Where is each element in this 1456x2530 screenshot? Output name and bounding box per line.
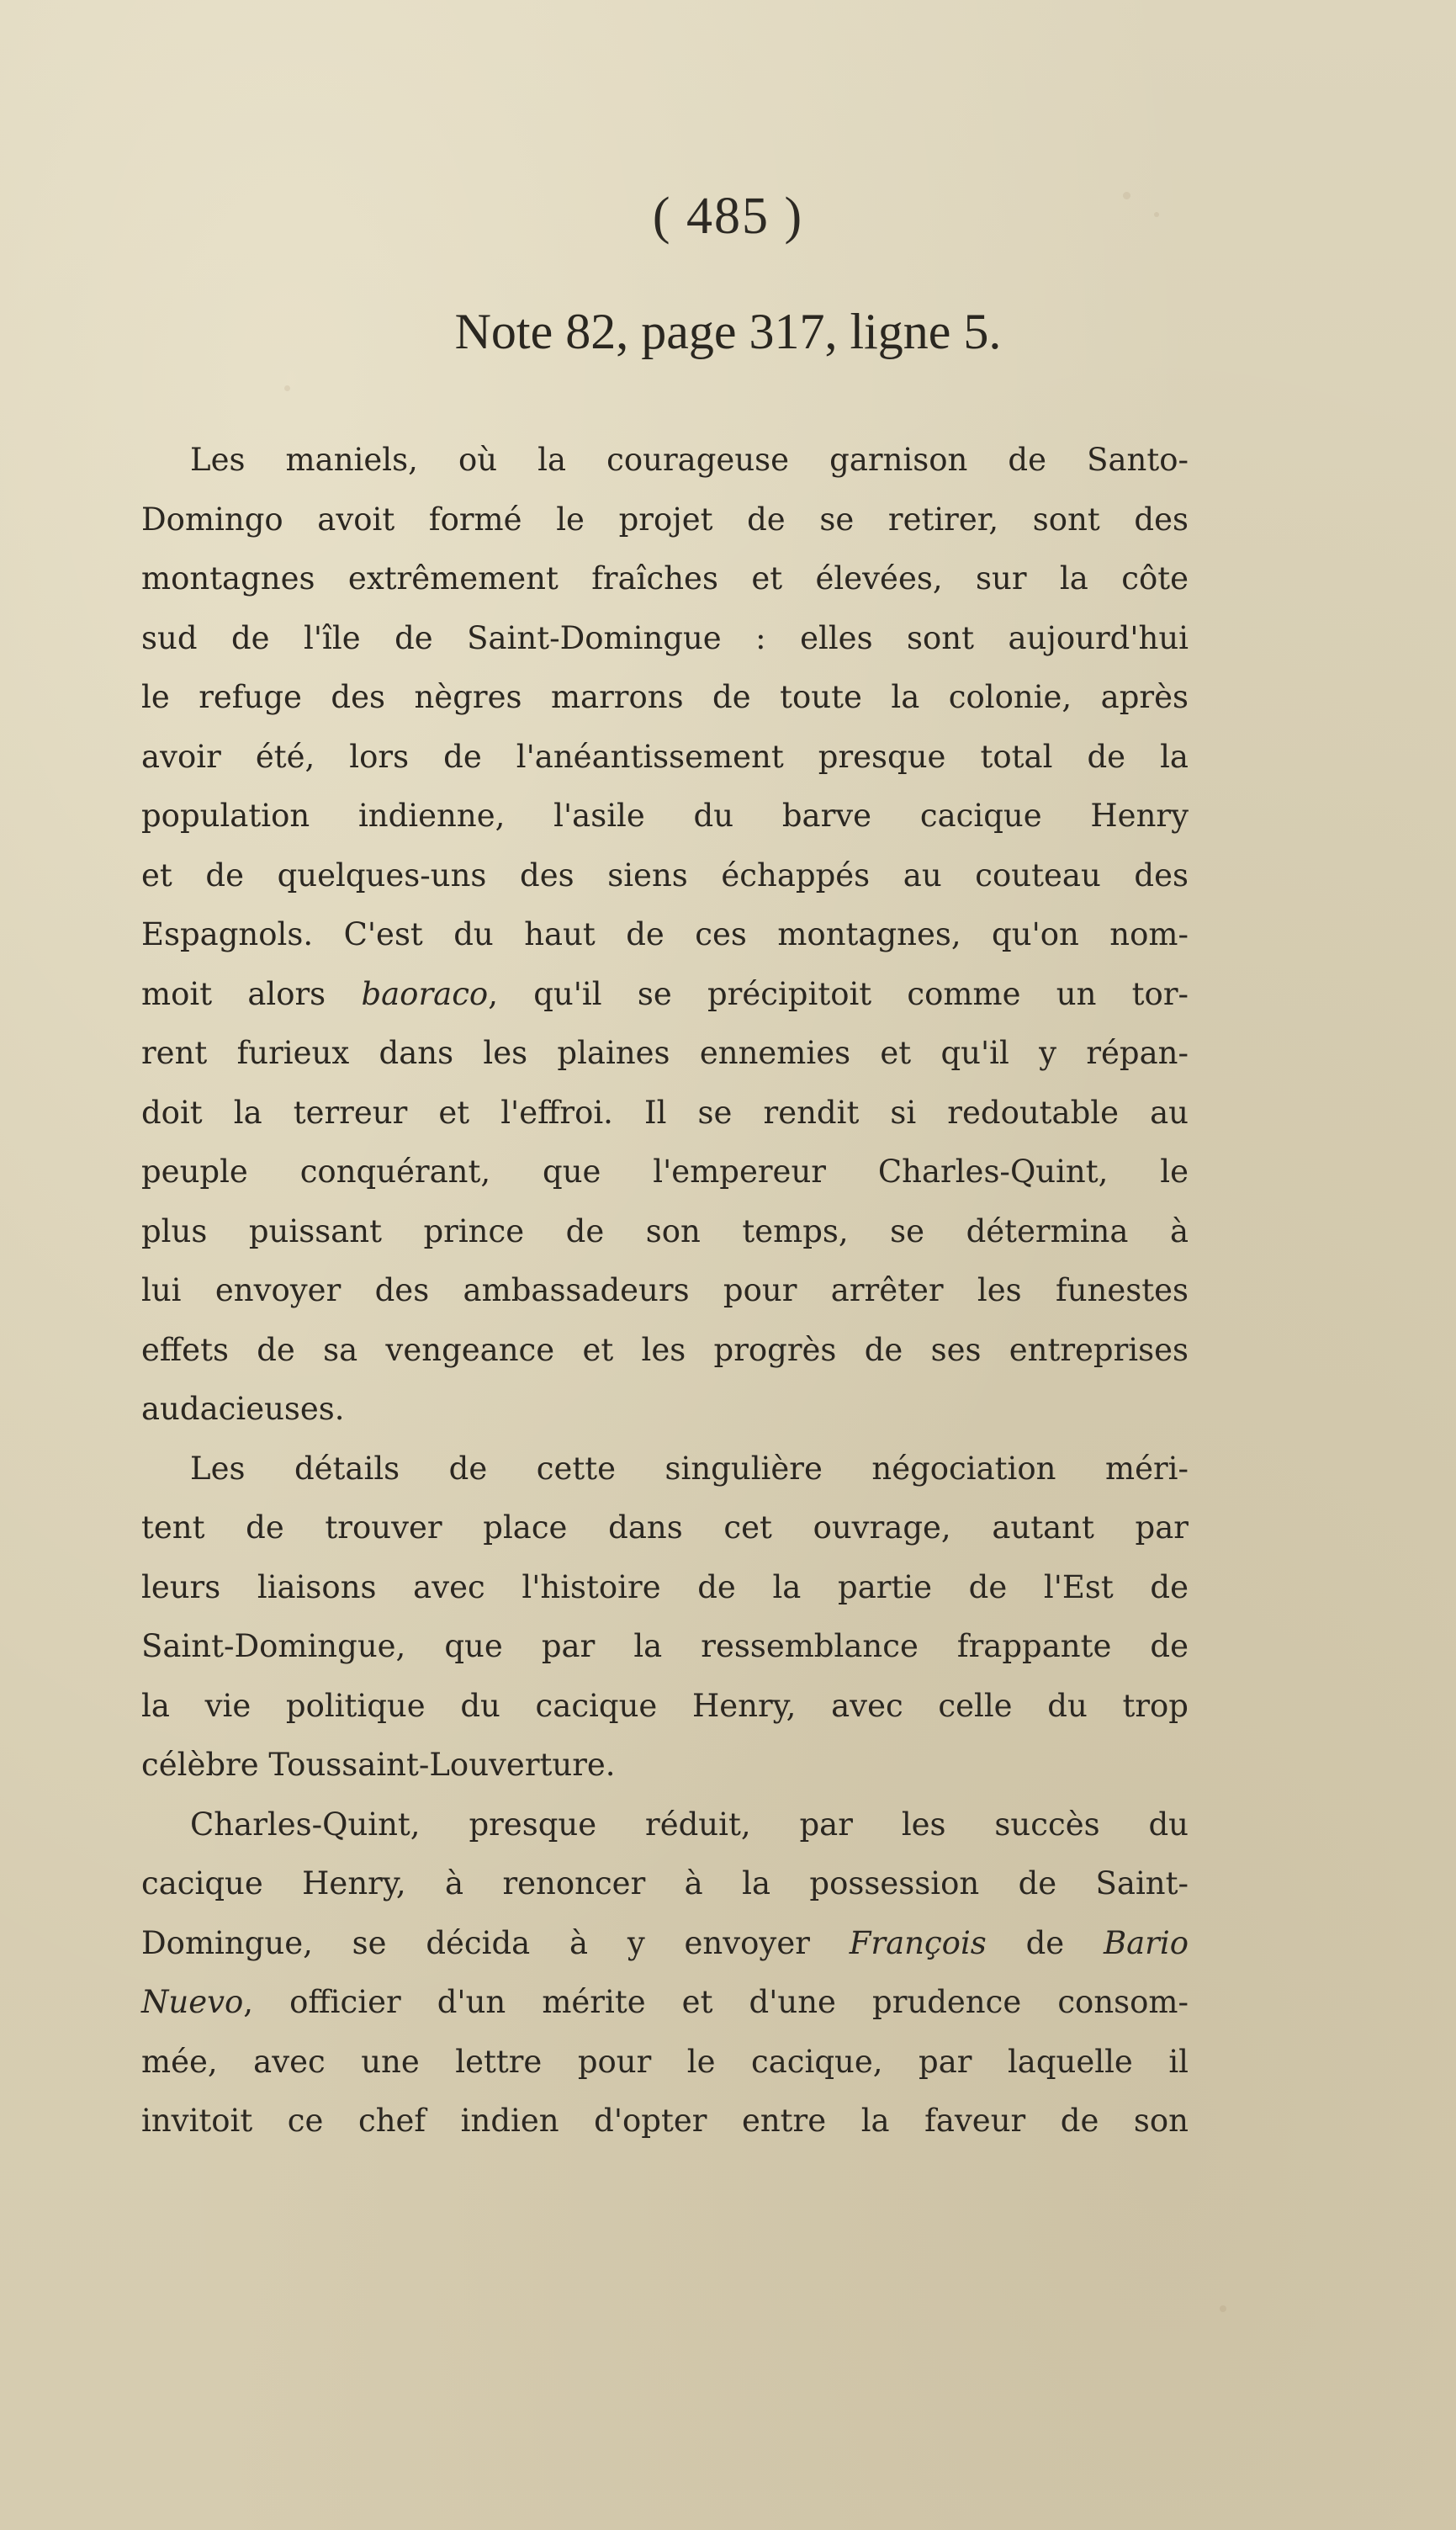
text-segment: , qu'il se précipitoit comme un tor-: [488, 975, 1189, 1012]
text-segment: moit alors: [141, 975, 362, 1012]
text-line: célèbre Toussaint-Louverture.: [141, 1747, 616, 1783]
text-line: Charles-Quint, presque réduit, par les succès du: [190, 1806, 1189, 1843]
text-segment: , officier d'un mérite et d'une prudence consom-: [243, 1984, 1189, 2020]
italic-name: Nuevo: [141, 1984, 244, 2020]
text-line: [141, 965, 1189, 1025]
foxing-spot: [1220, 2305, 1226, 2312]
text-line: invitoit ce chef indien d'opter entre la faveur de son: [141, 2103, 1189, 2139]
text-line: tent de trouver place dans cet ouvrage, autant par: [141, 1509, 1189, 1546]
text-line: sud de l'île de Saint-Domingue : elles sont aujourd'hui: [141, 619, 1189, 656]
text-line: Saint-Domingue, que par la ressemblance frappante de: [141, 1628, 1189, 1664]
text-line: [141, 1973, 1189, 2033]
text-line: montagnes extrêmement fraîches et élevées, sur la côte: [141, 560, 1189, 597]
foxing-spot: [284, 385, 290, 391]
text-line: [141, 1914, 1189, 1974]
text-segment: de: [986, 1924, 1104, 1961]
text-line: Les détails de cette singulière négociation méri-: [190, 1450, 1189, 1487]
text-line: effets de sa vengeance et les progrès de ses entreprises: [141, 1331, 1189, 1368]
paragraph-3: [141, 1795, 1189, 2151]
text-line: peuple conquérant, que l'empereur Charles-Quint, le: [141, 1154, 1189, 1190]
italic-name: Bario: [1103, 1924, 1189, 1961]
text-line: doit la terreur et l'effroi. Il se rendit si redoutable au: [141, 1094, 1189, 1131]
note-heading: Note 82, page 317, ligne 5.: [454, 304, 1002, 359]
text-line: Espagnols. C'est du haut de ces montagnes, qu'on nom-: [141, 916, 1189, 952]
italic-term: baoraco: [361, 975, 489, 1012]
text-line: le refuge des nègres marrons de toute la colonie, après: [141, 679, 1189, 715]
text-line: mée, avec une lettre pour le cacique, par laquelle il: [141, 2043, 1189, 2080]
text-line: la vie politique du cacique Henry, avec celle du trop: [141, 1687, 1189, 1724]
text-line: population indienne, l'asile du barve cacique Henry: [141, 798, 1189, 834]
paragraph-1: [141, 431, 1189, 1440]
text-line: et de quelques-uns des siens échappés au couteau des: [141, 857, 1189, 894]
text-line: audacieuses.: [141, 1391, 345, 1427]
text-line: plus puissant prince de son temps, se détermina à: [141, 1212, 1189, 1249]
text-segment: Domingue, se décida à y envoyer: [141, 1924, 850, 1961]
page-number: ( 485 ): [652, 188, 804, 245]
text-line: leurs liaisons avec l'histoire de la partie de l'Est de: [141, 1568, 1189, 1605]
text-line: rent furieux dans les plaines ennemies et qu'il y répan-: [141, 1035, 1189, 1071]
body-text: [141, 431, 1189, 2151]
text-line: cacique Henry, à renoncer à la possession de Saint-: [141, 1865, 1189, 1901]
text-line: Les maniels, où la courageuse garnison de Santo-: [190, 442, 1189, 478]
italic-name: François: [849, 1924, 987, 1961]
text-line: avoir été, lors de l'anéantissement presque total de la: [141, 738, 1189, 775]
text-line: Domingo avoit formé le projet de se retirer, sont des: [141, 501, 1189, 538]
text-line: lui envoyer des ambassadeurs pour arrêter les funestes: [141, 1272, 1189, 1308]
paragraph-2: [141, 1440, 1189, 1795]
